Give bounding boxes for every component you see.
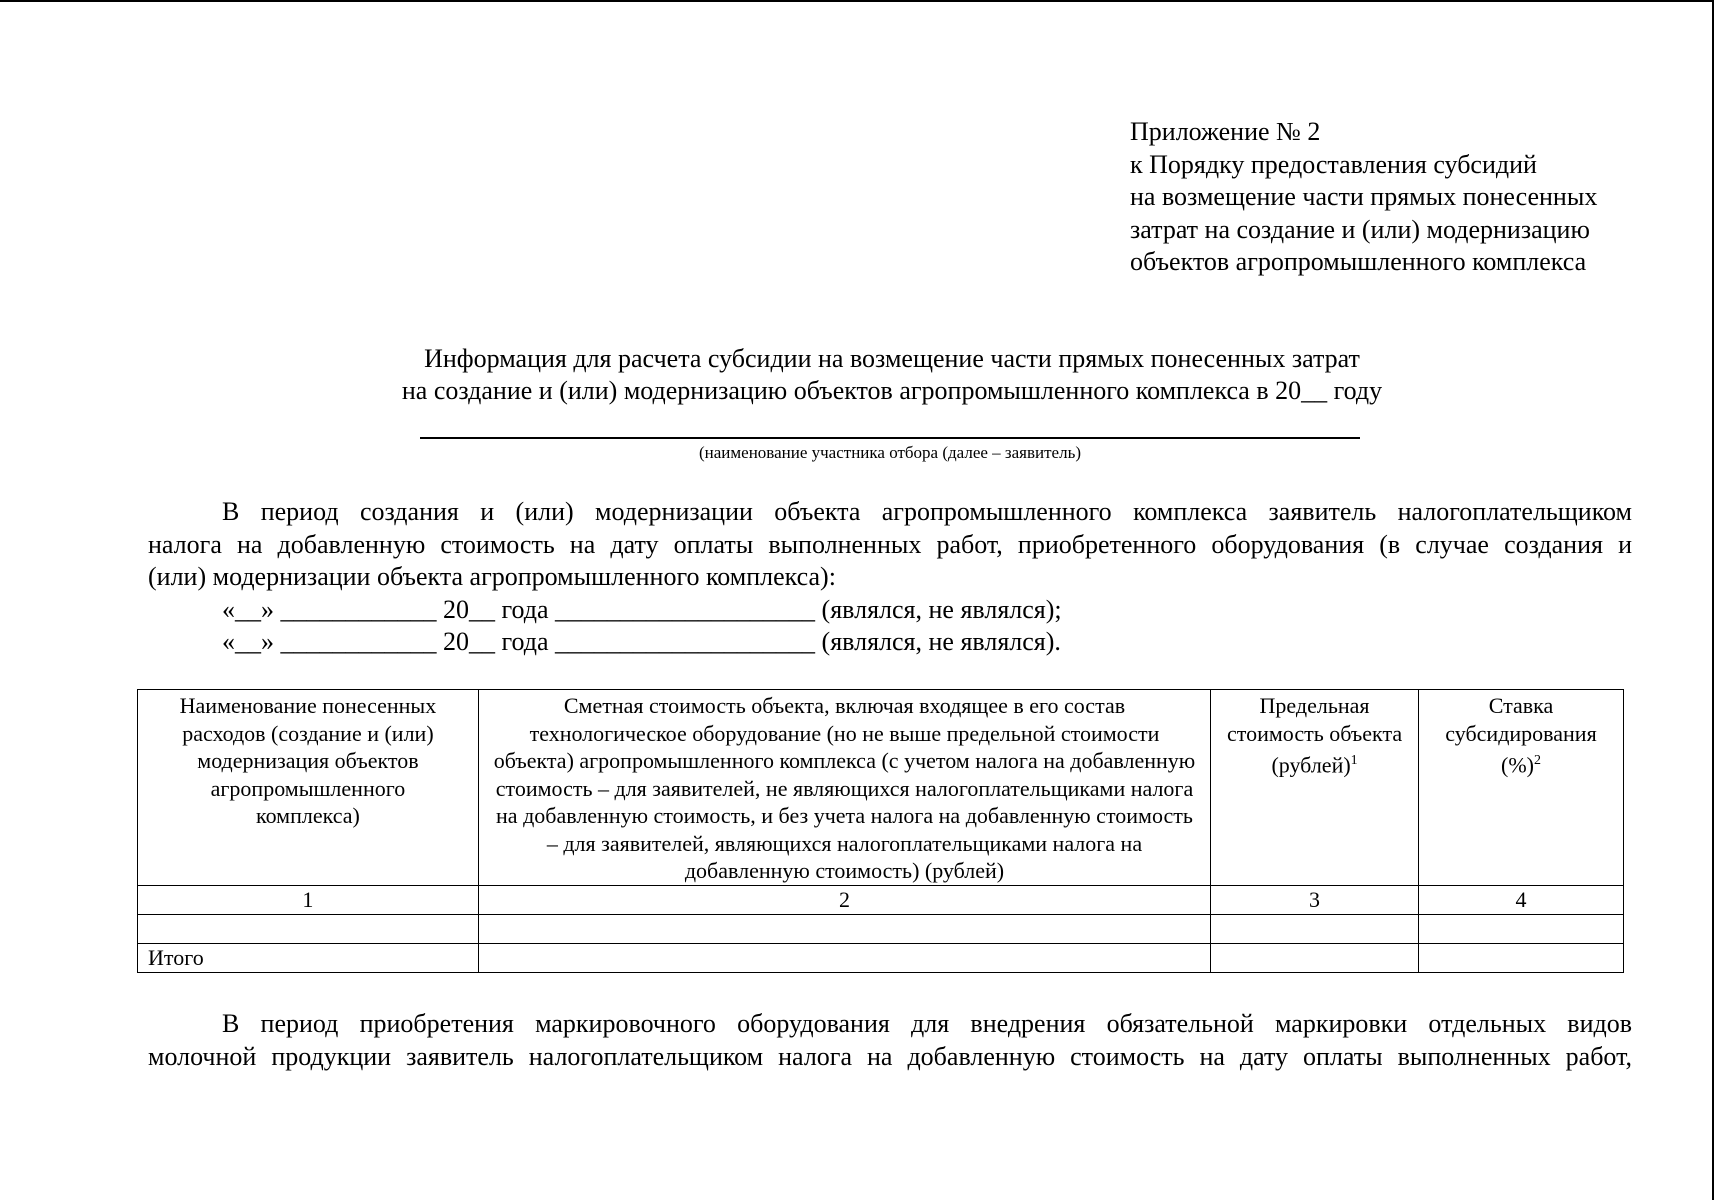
paragraph-line: (или) модернизации объекта агропромышленного комплекса): bbox=[148, 562, 836, 591]
date-status-row bbox=[222, 626, 1061, 658]
table-cell[interactable] bbox=[1419, 914, 1624, 943]
appendix-line: на возмещение части прямых понесенных bbox=[1130, 182, 1598, 211]
footnote-marker: 2 bbox=[1533, 753, 1541, 768]
footnote-marker: 1 bbox=[1350, 753, 1358, 768]
table-cell[interactable] bbox=[478, 914, 1210, 943]
month-blank: ____________ bbox=[280, 595, 437, 624]
column-number: 4 bbox=[1419, 885, 1624, 914]
column-number: 1 bbox=[138, 885, 479, 914]
applicant-name-line bbox=[420, 437, 1360, 439]
table-row bbox=[138, 885, 1624, 914]
document-title bbox=[0, 343, 1714, 407]
table-cell[interactable] bbox=[1211, 914, 1419, 943]
status-blank: ____________________ bbox=[555, 595, 816, 624]
table-header-row bbox=[138, 690, 1624, 886]
year-text: 20__ года bbox=[443, 595, 549, 624]
status-options: (являлся, не являлся). bbox=[821, 627, 1061, 656]
total-label: Итого bbox=[138, 943, 479, 972]
paragraph-line: налога на добавленную стоимость на дату оплаты выполненных работ, приобретенного оборудования (в случае создания и bbox=[148, 529, 1632, 559]
applicant-caption: (наименование участника отбора (далее – заявитель) bbox=[698, 443, 1081, 462]
title-line-2: на создание и (или) модернизацию объектов агропромышленного комплекса в 20__ году bbox=[401, 376, 1383, 405]
appendix-line: затрат на создание и (или) модернизацию bbox=[1130, 214, 1590, 244]
subsidy-calculation-table bbox=[137, 689, 1624, 973]
column-number: 2 bbox=[478, 885, 1210, 914]
header-max-cost: Предельная стоимость объекта (рублей)$^1$ bbox=[1211, 690, 1419, 886]
status-options: (являлся, не являлся); bbox=[821, 595, 1062, 624]
appendix-line: объектов агропромышленного комплекса bbox=[1130, 247, 1587, 276]
table-cell[interactable] bbox=[1211, 943, 1419, 972]
appendix-header bbox=[1130, 116, 1597, 279]
column-number: 3 bbox=[1211, 885, 1419, 914]
table-cell[interactable] bbox=[1419, 943, 1624, 972]
table-cell[interactable] bbox=[138, 914, 479, 943]
paragraph-vat-status bbox=[148, 496, 1632, 594]
status-blank: ____________________ bbox=[555, 627, 816, 656]
table-total-row bbox=[138, 943, 1624, 972]
year-text: 20__ года bbox=[443, 627, 549, 656]
appendix-line: Приложение № 2 bbox=[1130, 117, 1321, 146]
header-estimated-cost: Сметная стоимость объекта, включая входящее в его состав технологическое оборудование (но не выше предельной стоимости объекта) агропромышленного комплекса (с учетом налога на добавленную стоимость – для заявителей, не являющихся налогоплательщиками налога на добавленную стоимость, и без учета налога на добавленную стоимость – для заявителей, являющихся налогоплательщиками налога на добавленную стоимость) (рублей) bbox=[478, 690, 1210, 886]
appendix-line: к Порядку предоставления субсидий bbox=[1130, 149, 1537, 179]
paragraph-line: В период приобретения маркировочного оборудования для внедрения обязательной маркировки отдельных видов bbox=[222, 1009, 1632, 1038]
table-row bbox=[138, 914, 1624, 943]
paragraph-marking-equipment bbox=[148, 1008, 1632, 1073]
day-blank: «__» bbox=[222, 627, 274, 656]
page-top-border bbox=[0, 0, 1714, 2]
paragraph-line: молочной продукции заявитель налогоплательщиком налога на добавленную стоимость на дату оплаты выполненных работ, bbox=[148, 1041, 1632, 1071]
day-blank: «__» bbox=[222, 595, 274, 624]
header-subsidy-rate: Ставка субсидирования (%)$^2$ bbox=[1419, 690, 1624, 886]
table-cell[interactable] bbox=[478, 943, 1210, 972]
date-status-row bbox=[222, 594, 1062, 626]
title-line-1: Информация для расчета субсидии на возмещение части прямых понесенных затрат bbox=[424, 344, 1360, 373]
month-blank: ____________ bbox=[280, 627, 437, 656]
paragraph-line: В период создания и (или) модернизации объекта агропромышленного комплекса заявитель налогоплательщиком bbox=[222, 497, 1632, 526]
header-expense-name: Наименование понесенных расходов (создание и (или) модернизация объектов агропромышленного комплекса) bbox=[138, 690, 479, 886]
